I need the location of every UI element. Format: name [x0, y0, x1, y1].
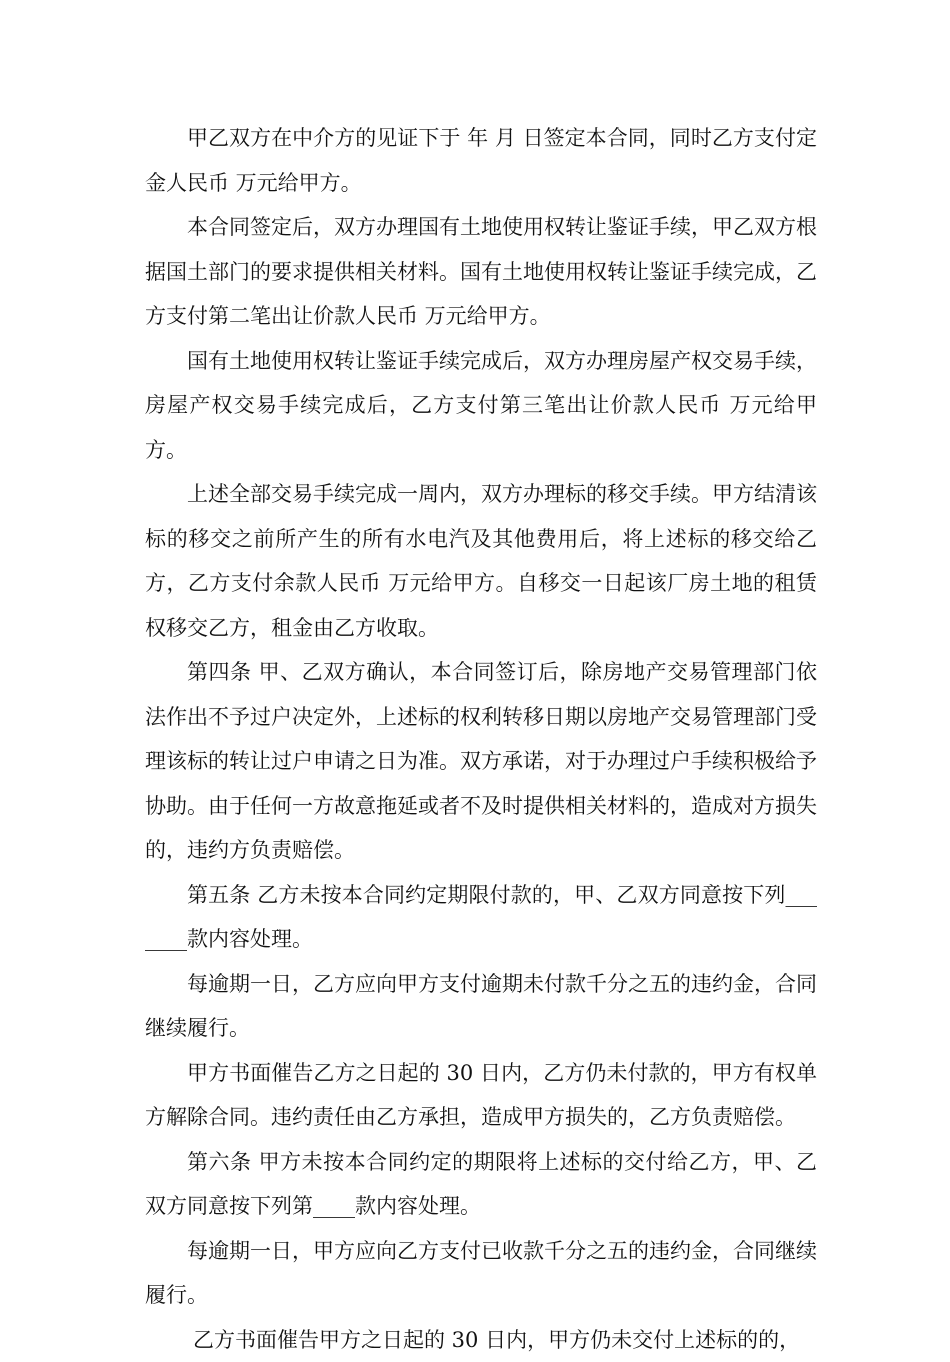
paragraph-article-4: 第四条 甲、乙双方确认，本合同签订后，除房地产交易管理部门依法作出不予过户决定外，上述标的权利转移日期以房地产交易管理部门受理该标的转让过户申请之日为准。双方承诺，对于办理过户手续积极给予协助。由于任何一方故意拖延或者不及时提供相关材料的，造成对方损失的，违约方负责赔偿。 — [145, 650, 817, 873]
paragraph-article-5: 第五条 乙方未按本合同约定期限付款的，甲、乙双方同意按下列_______款内容处理。 — [145, 873, 817, 962]
paragraph-article-6: 第六条 甲方未按本合同约定的期限将上述标的交付给乙方，甲、乙双方同意按下列第____款内容处理。 — [145, 1140, 817, 1229]
paragraph-handover: 上述全部交易手续完成一周内，双方办理标的移交手续。甲方结清该标的移交之前所产生的所有水电汽及其他费用后，将上述标的移交给乙方，乙方支付余款人民币 万元给甲方。自移交一日起该厂房土地的租赁权移交乙方，租金由乙方收取。 — [145, 472, 817, 650]
paragraph-land-use-verification: 本合同签定后，双方办理国有土地使用权转让鉴证手续，甲乙双方根据国土部门的要求提供相关材料。国有土地使用权转让鉴证手续完成，乙方支付第二笔出让价款人民币 万元给甲方。 — [145, 205, 817, 339]
paragraph-deposit: 甲乙双方在中介方的见证下于 年 月 日签定本合同，同时乙方支付定金人民币 万元给甲方。 — [145, 116, 817, 205]
paragraph-article-5-clause-2: 甲方书面催告乙方之日起的 30 日内，乙方仍未付款的，甲方有权单方解除合同。违约责任由乙方承担，造成甲方损失的，乙方负责赔偿。 — [145, 1051, 817, 1140]
contract-body — [145, 116, 817, 1362]
paragraph-article-6-clause-1: 每逾期一日，甲方应向乙方支付已收款千分之五的违约金，合同继续履行。 — [145, 1229, 817, 1318]
paragraph-property-transfer: 国有土地使用权转让鉴证手续完成后，双方办理房屋产权交易手续， 房屋产权交易手续完成后，乙方支付第三笔出让价款人民币 万元给甲方。 — [145, 339, 817, 473]
paragraph-article-5-clause-1: 每逾期一日，乙方应向甲方支付逾期未付款千分之五的违约金，合同继续履行。 — [145, 962, 817, 1051]
paragraph-article-6-clause-2: 乙方书面催告甲方之日起的 30 日内，甲方仍未交付上述标的的， — [145, 1318, 817, 1362]
